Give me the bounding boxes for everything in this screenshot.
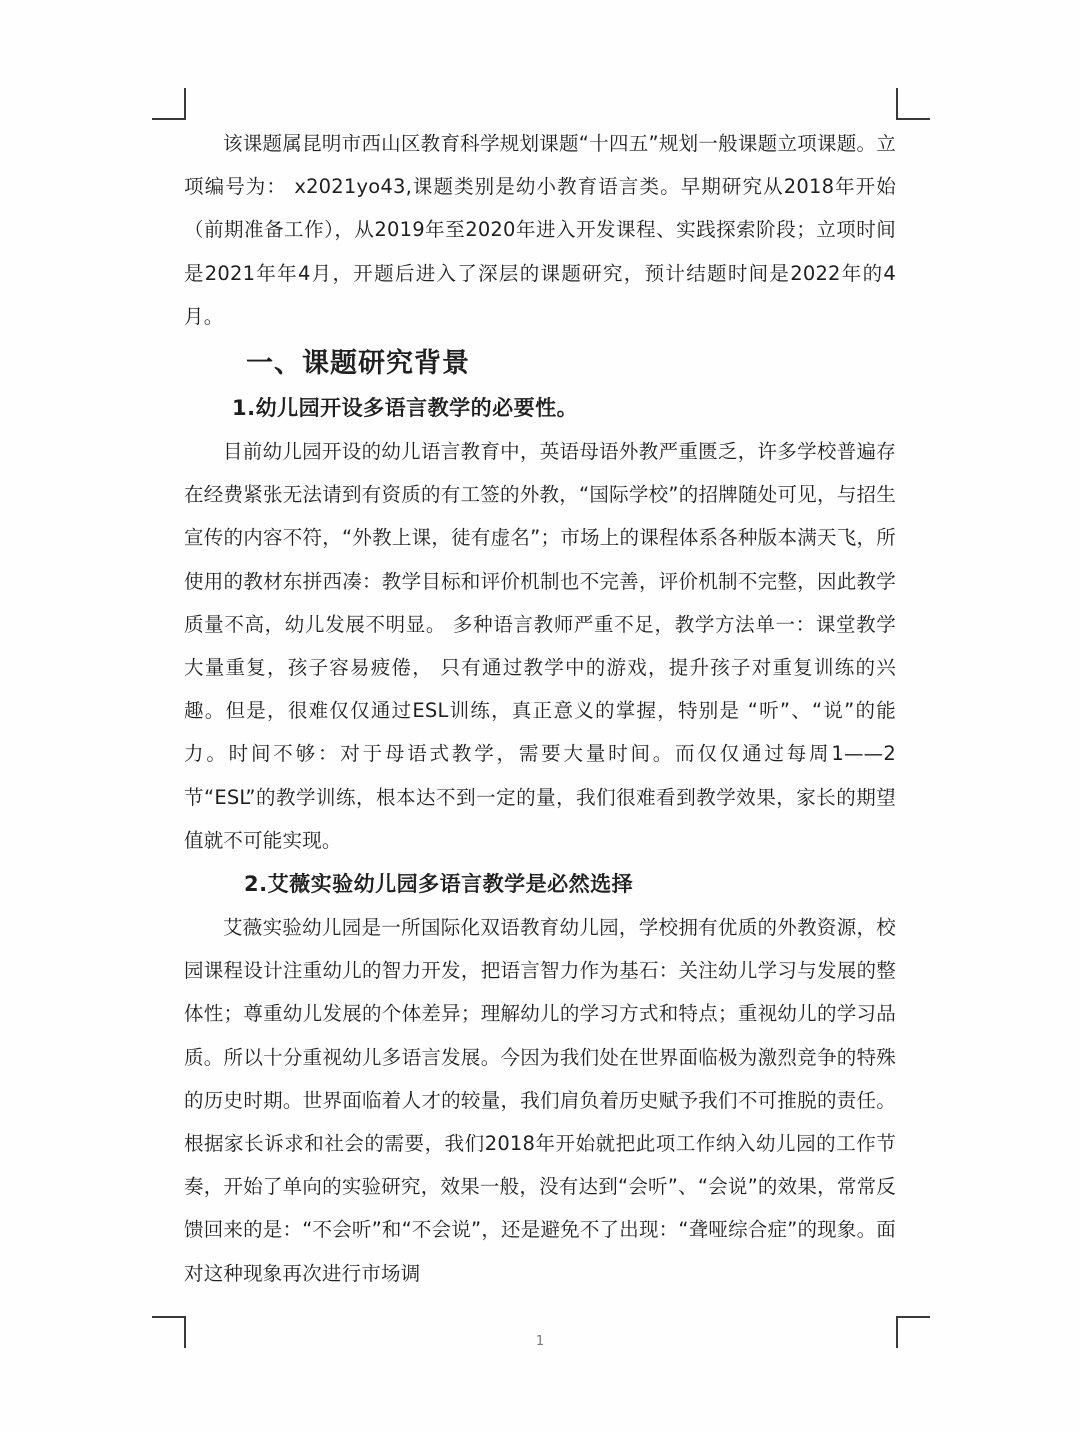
crop-mark-bottom-left [152,1316,186,1348]
section-heading: 一、课题研究背景 [246,348,470,380]
subsection-2-paragraph: 艾薇实验幼儿园是一所国际化双语教育幼儿园，学校拥有优质的外教资源，校园课程设计注重幼儿的智力开发，把语言智力作为基石：关注幼儿学习与发展的整体性；尊重幼儿发展的个体差异；理解幼儿的学习方式和特点；重视幼儿的学习品质。所以十分重视幼儿多语言发展。今因为我们处在世界面临极为激烈竞争的特殊的历史时期。世界面临着人才的较量，我们肩负着历史赋予我们不可推脱的责任。根据家长诉求和社会的需要，我们2018年开始就把此项工作纳入幼儿园的工作节奏，开始了单向的实验研究，效果一般，没有达到“会听”、“会说”的效果，常常反馈回来的是：“不会听”和“不会说”，还是避免不了出现：“聋哑综合症”的现象。面对这种现象再次进行市场调 [184,916,896,1285]
crop-mark-top-left [152,88,186,120]
page-number: 1 [535,1334,545,1349]
subsection-heading-2: 2.艾薇实验幼儿园多语言教学是必然选择 [244,872,634,897]
document-body [184,122,896,1295]
subsection-1-paragraph: 目前幼儿园开设的幼儿语言教育中，英语母语外教严重匮乏，许多学校普遍存在经费紧张无法请到有资质的有工签的外教，“国际学校”的招牌随处可见，与招生宣传的内容不符，“外教上课，徒有虚名”；市场上的课程体系各种版本满天飞，所使用的教材东拼西凑：教学目标和评价机制也不完善，评价机制不完整，因此教学质量不高，幼儿发展不明显。 多种语言教师严重不足，教学方法单一：课堂教学大量重复，孩子容易疲倦， 只有通过教学中的游戏，提升孩子对重复训练的兴趣。但是，很难仅仅通过ESL训练，真正意义的掌握，特别是 “听”、“说”的能力。时间不够：对于母语式教学，需要大量时间。而仅仅通过每周1——2节“ESL”的教学训练，根本达不到一定的量，我们很难看到教学效果，家长的期望值就不可能实现。 [184,440,896,852]
subsection-heading-1: 1.幼儿园开设多语言教学的必要性。 [232,396,579,421]
crop-mark-top-right [896,88,930,120]
crop-mark-bottom-right [896,1316,930,1348]
intro-paragraph: 该课题属昆明市西山区教育科学规划课题“十四五”规划一般课题立项课题。立项编号为： x2021yo43,课题类别是幼小教育语言类。早期研究从2018年开始（前期准备工作），从2019年至2020年进入开发课程、实践探索阶段；立项时间是2021年年4月，开题后进入了深层的课题研究，预计结题时间是2022年的4月。 [184,132,896,328]
